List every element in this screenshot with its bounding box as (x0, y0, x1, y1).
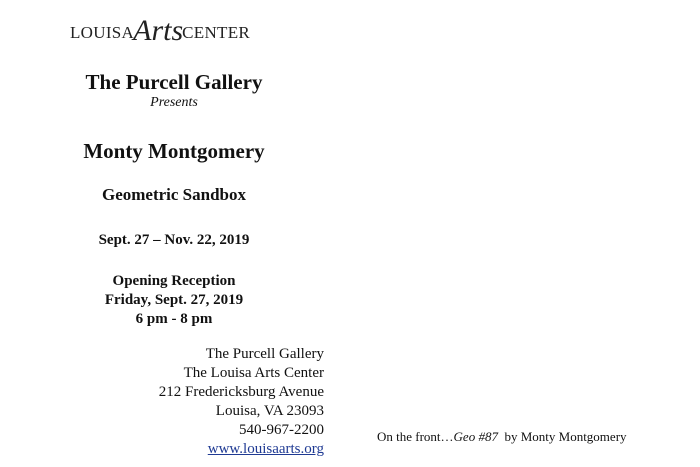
reception-date: Friday, Sept. 27, 2019 (104, 292, 244, 308)
address-line-1: The Purcell Gallery (205, 346, 324, 362)
gallery-address (128, 345, 324, 459)
address-line-4: Louisa, VA 23093 (215, 403, 324, 419)
address-line-3: 212 Fredericksburg Avenue (158, 384, 324, 400)
phone-number: 540-967-2200 (239, 422, 324, 438)
louisa-arts-center-logo (70, 14, 250, 48)
logo-script-text: Arts (133, 14, 184, 47)
caption-suffix: by Monty Montgomery (497, 429, 627, 444)
cover-caption (377, 429, 627, 445)
artist-name: Monty Montgomery (83, 139, 265, 163)
reception-time: 6 pm - 8 pm (135, 311, 213, 327)
caption-prefix: On the front… (377, 429, 454, 444)
reception-heading: Opening Reception (112, 273, 236, 289)
address-line-2: The Louisa Arts Center (183, 365, 324, 381)
gallery-title: The Purcell Gallery (85, 70, 263, 94)
logo-left-text: LOUISA (70, 23, 135, 42)
logo-right-text: CENTER (182, 23, 251, 42)
opening-reception (58, 272, 290, 329)
caption-artwork-title: Geo #87 (453, 429, 498, 444)
website-link[interactable]: www.louisaarts.org (207, 441, 324, 457)
exhibition-dates: Sept. 27 – Nov. 22, 2019 (98, 232, 250, 248)
exhibition-title: Geometric Sandbox (101, 185, 247, 204)
presents-text: Presents (150, 95, 198, 110)
